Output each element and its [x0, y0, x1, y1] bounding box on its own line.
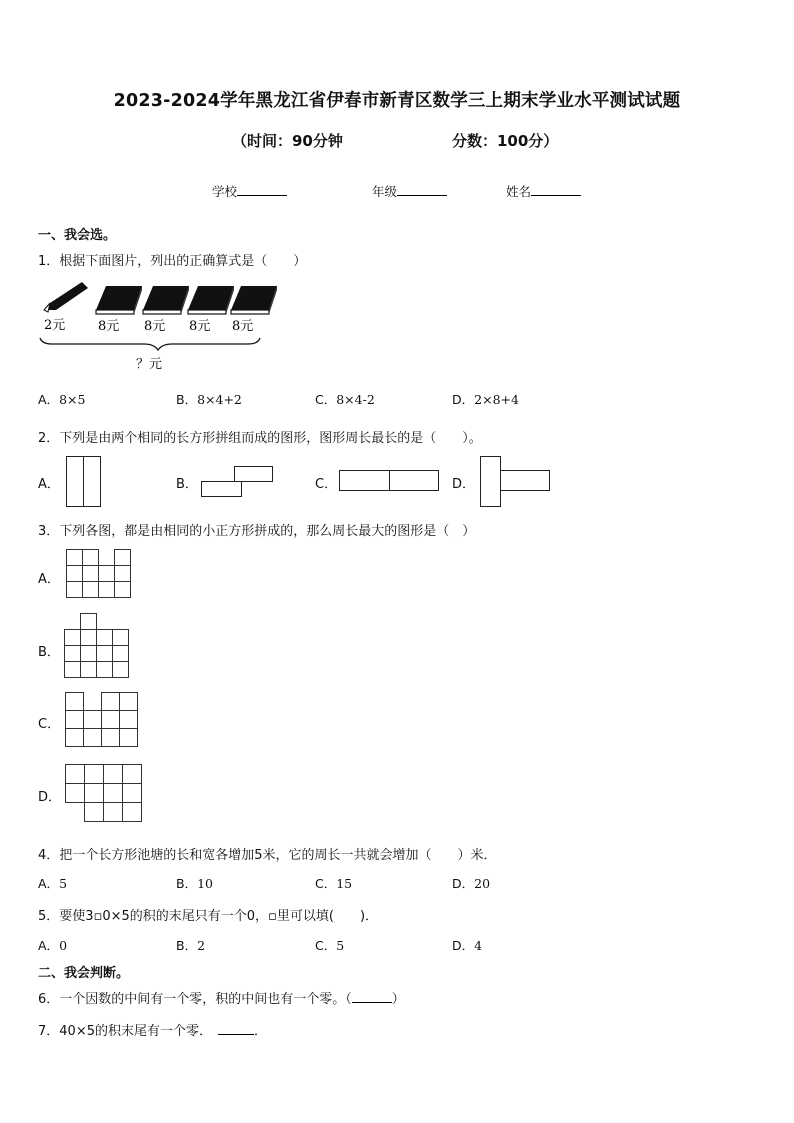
section-1-heading: 一、我会选。	[38, 228, 117, 243]
q3-figure-c	[65, 692, 141, 748]
q3-option-c-label[interactable]: C．	[38, 717, 61, 732]
school-blank	[237, 183, 287, 196]
question-1-text: 1．根据下面图片，列出的正确算式是（ ）	[38, 254, 307, 269]
q2-option-c-label[interactable]: C．	[315, 477, 338, 492]
q2-figure-a	[66, 456, 106, 508]
grade-label: 年级	[372, 184, 398, 199]
question-6	[38, 988, 405, 1007]
grade-blank	[397, 183, 447, 196]
book-price: 8元	[144, 319, 166, 334]
q1-option-c[interactable]: C．8×4-2	[315, 392, 375, 407]
total-price: ？元	[136, 357, 163, 372]
question-5-text: 5．要使3▫0×5的积的末尾只有一个0，▫里可以填( )．	[38, 909, 379, 924]
q5-option-b[interactable]: B．2	[176, 938, 206, 953]
q5-option-d[interactable]: D．4	[452, 938, 483, 953]
question-3-text: 3．下列各图，都是由相同的小正方形拼成的，那么周长最大的图形是（ ）	[38, 524, 476, 539]
q4-option-c[interactable]: C．15	[315, 876, 353, 891]
q3-option-d-label[interactable]: D．	[38, 790, 62, 805]
total-brace	[40, 338, 260, 350]
exam-time: （时间：90分钟	[232, 132, 343, 150]
school-label: 学校	[212, 184, 238, 199]
name-blank	[531, 183, 581, 196]
question-7-tail: ．	[253, 1024, 267, 1039]
q5-option-c[interactable]: C．5	[315, 938, 345, 953]
q5-option-a[interactable]: A．0	[38, 938, 68, 953]
question-7-text: 7．40×5的积末尾有一个零．	[38, 1024, 212, 1039]
q2-option-a-label[interactable]: A．	[38, 477, 60, 492]
question-6-tail: ）	[391, 992, 405, 1007]
book-price: 8元	[232, 319, 254, 334]
question-7	[38, 1020, 267, 1039]
q3-option-b-label[interactable]: B．	[38, 645, 60, 660]
q3-figure-d	[65, 764, 145, 824]
q6-answer-blank[interactable]	[352, 990, 392, 1003]
q2-figure-d	[480, 456, 552, 508]
name-field	[506, 182, 581, 200]
section-2-heading: 二、我会判断。	[38, 966, 130, 981]
q3-figure-b	[64, 613, 132, 683]
q7-answer-blank[interactable]	[218, 1022, 254, 1035]
pen-price: 2元	[44, 318, 66, 333]
q4-option-b[interactable]: B．10	[176, 876, 213, 891]
book-icon	[231, 286, 277, 314]
grade-field	[372, 182, 447, 200]
question-2-text: 2．下列是由两个相同的长方形拼组而成的图形，图形周长最长的是（ ）。	[38, 431, 482, 446]
book-icon	[96, 286, 142, 314]
q2-figure-b	[201, 466, 275, 498]
school-field	[212, 182, 287, 200]
page-title: 2023-2024学年黑龙江省伊春市新青区数学三上期末学业水平测试试题	[113, 91, 681, 111]
question-6-text: 6．一个因数的中间有一个零，积的中间也有一个零。（	[38, 992, 352, 1007]
book-price: 8元	[98, 319, 120, 334]
name-label: 姓名	[506, 184, 532, 199]
exam-score: 分数：100分）	[452, 132, 559, 150]
q3-figure-a	[66, 549, 134, 601]
q4-option-d[interactable]: D．20	[452, 876, 491, 891]
q3-option-a-label[interactable]: A．	[38, 572, 60, 587]
q1-option-a[interactable]: A．8×5	[38, 392, 86, 407]
q2-figure-c	[339, 470, 441, 492]
q1-illustration	[38, 276, 278, 376]
question-4-text: 4．把一个长方形池塘的长和宽各增加5米，它的周长一共就会增加（ ）米．	[38, 848, 497, 863]
q1-option-b[interactable]: B．8×4+2	[176, 392, 242, 407]
q4-option-a[interactable]: A．5	[38, 876, 68, 891]
book-icon	[188, 286, 234, 314]
pen-icon	[44, 282, 88, 312]
book-icon	[143, 286, 189, 314]
book-price: 8元	[189, 319, 211, 334]
q2-option-d-label[interactable]: D．	[452, 477, 476, 492]
q2-option-b-label[interactable]: B．	[176, 477, 198, 492]
q1-option-d[interactable]: D．2×8+4	[452, 392, 519, 407]
